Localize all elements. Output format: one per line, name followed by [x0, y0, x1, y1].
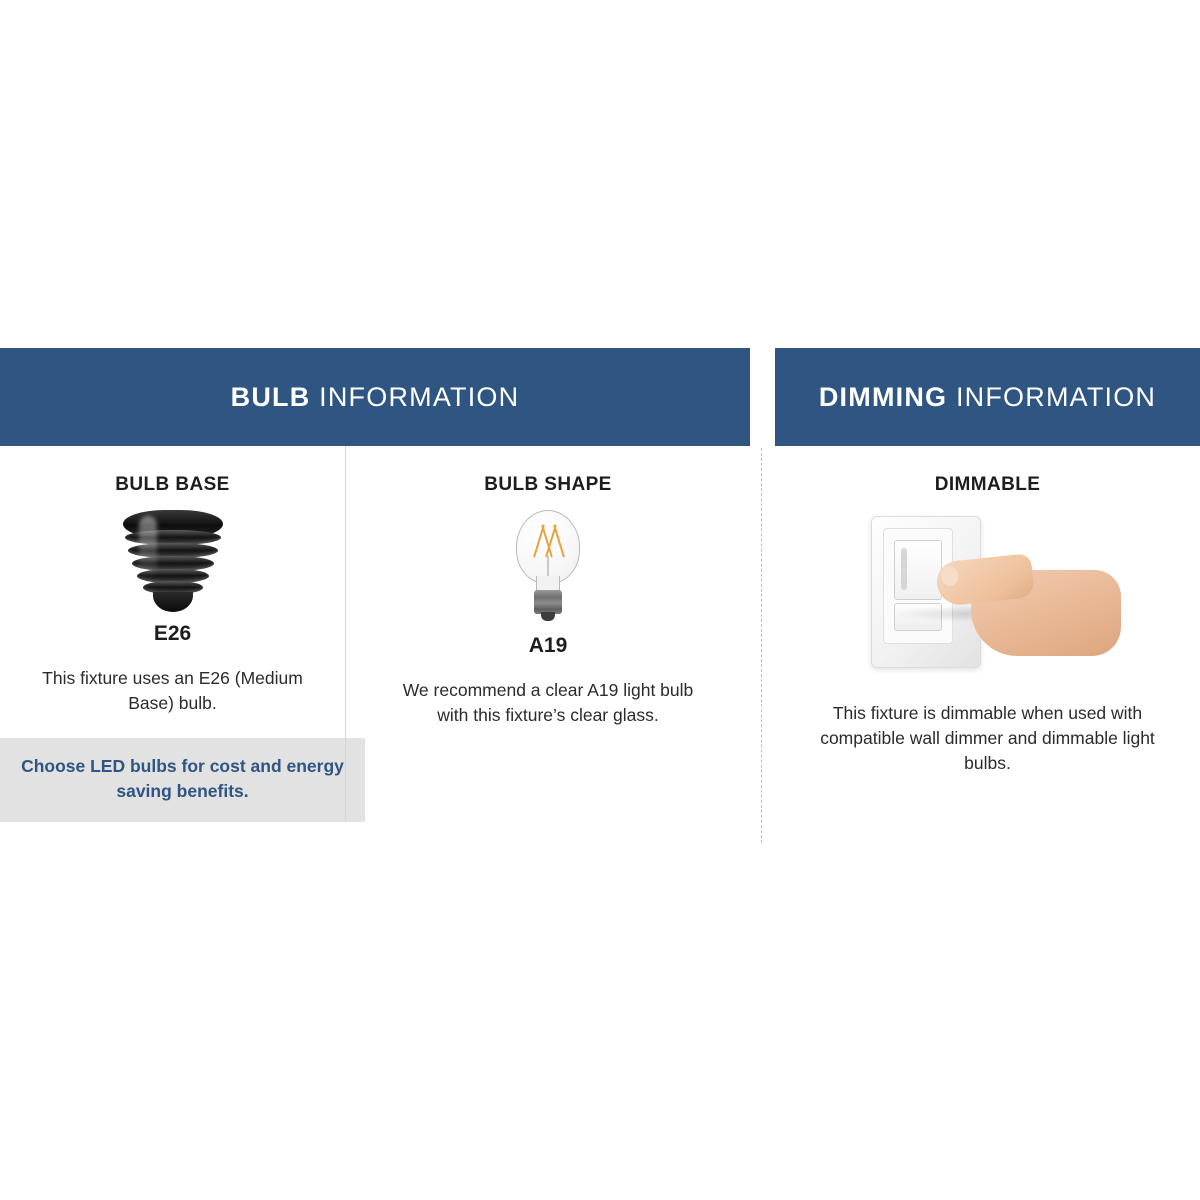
- wall-dimmer-switch-icon: [863, 510, 1113, 685]
- panel-divider: [761, 448, 762, 843]
- dimming-information-header-strong: DIMMING: [818, 381, 948, 412]
- bulb-a19-icon: [500, 510, 596, 626]
- dimming-information-body: [775, 446, 1200, 776]
- hand-pointing-icon: [937, 552, 1113, 672]
- dimming-information-panel: [775, 348, 1200, 776]
- bulb-information-panel: [0, 348, 750, 822]
- bulb-information-header-strong: BULB: [230, 381, 311, 412]
- bulb-base-code: E26: [153, 622, 192, 645]
- dimmable-description: This fixture is dimmable when used with compatible wall dimmer and dimmable light bulbs.: [820, 703, 1155, 773]
- led-tip-callout: Choose LED bulbs for cost and energy saving benefits.: [0, 738, 365, 823]
- dimming-information-header: [775, 348, 1200, 446]
- bulb-base-column: [0, 446, 345, 822]
- bulb-base-description: This fixture uses an E26 (Medium Base) bulb.: [42, 668, 303, 713]
- bulb-shape-description: We recommend a clear A19 light bulb with this fixture’s clear glass.: [402, 680, 694, 725]
- dimmable-column: [775, 446, 1200, 776]
- bulb-information-header-text: [231, 382, 520, 413]
- dimmable-title: DIMMABLE: [934, 474, 1041, 495]
- bulb-shape-title: BULB SHAPE: [484, 474, 612, 495]
- bulb-shape-art: [346, 510, 750, 626]
- dimmable-art: [775, 510, 1200, 685]
- dimming-information-header-text: [819, 382, 1156, 413]
- bulb-information-header: [0, 348, 750, 446]
- bulb-information-body: [0, 446, 750, 822]
- bulb-shape-code: A19: [528, 634, 568, 657]
- bulb-base-art: [0, 510, 345, 614]
- bulb-base-title: BULB BASE: [115, 474, 230, 495]
- bulb-shape-column: [345, 446, 750, 822]
- bulb-information-header-rest: INFORMATION: [310, 381, 520, 412]
- dimming-information-header-rest: INFORMATION: [947, 381, 1157, 412]
- bulb-base-e26-icon: [119, 510, 227, 614]
